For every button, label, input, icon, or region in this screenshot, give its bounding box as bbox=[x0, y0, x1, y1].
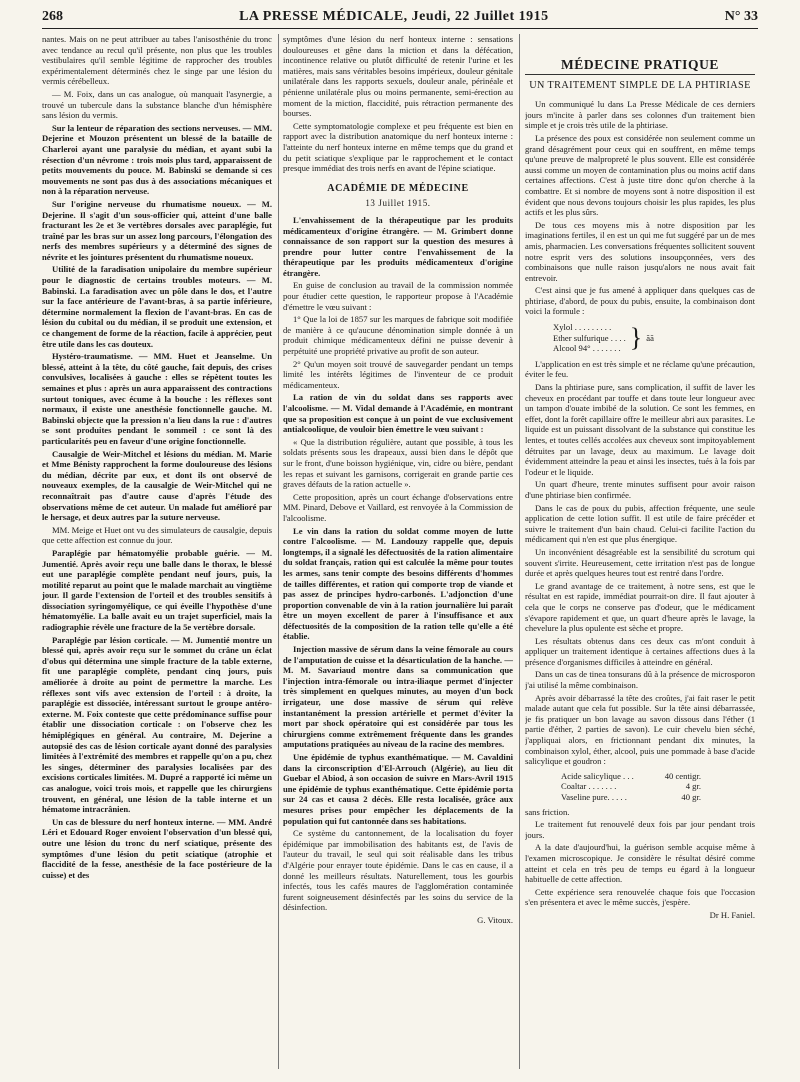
report-section: Utilité de la faradisation unipolaire du membre supérieur pour le diagnostic de certains troubles moteurs. — M. Babinski. La faradisation avec un pôle dans le dos, et l'autre sur la face antérieure de l'avant-bras, à sa partie inférieure, détermine normalement la flexion de l'avant-bras. En cas de lésion du cubital ou du médian, il se produit une extension, et ce changement de forme de la réaction, facile à apprécier, peut être utile dans les cas douteux. bbox=[42, 264, 272, 349]
paragraph: Un communiqué lu dans La Presse Médicale de ces derniers jours m'incite à parler dans ses colonnes d'un traitement bien simple et je crois très utile de la phtiriase. bbox=[525, 99, 755, 131]
ingredient: Coaltar . . . . . . . bbox=[561, 781, 617, 792]
amount: 4 gr. bbox=[685, 781, 701, 792]
signature: Dr H. Faniel. bbox=[709, 909, 755, 920]
report-section: La ration de vin du soldat dans ses rapports avec l'alcoolisme. — M. Vidal demande à l'Académie, en montrant que sa proposition est conçue à un point de vue exclusivement antialcoolique, de vouloir bien émettre le vœu suivant : bbox=[283, 392, 513, 435]
amount: 40 gr. bbox=[681, 792, 701, 802]
ingredient: Vaseline pure. . . . . bbox=[561, 792, 627, 802]
paragraph: 1° Que la loi de 1857 sur les marques de fabrique soit modifiée de manière à ce qu'aucune dénomination simple donnée à un produit chimique médicamenteux défini ne puisse devenir à perpétuité une propriété privative au profit de son auteur. bbox=[283, 314, 513, 357]
paragraph: nantes. Mais on ne peut attribuer au tabes l'anisosthénie du tronc avec tendance au recul qu'il présente, non plus que les troubles vestibulaires qu'il semble légitime de rapprocher des troubles expérimentalement déterminés chez le singe par une lésion du vermis cérébelleux. bbox=[42, 34, 272, 87]
paragraph: L'application en est très simple et ne réclame qu'une précaution, éviter le feu. bbox=[525, 358, 755, 380]
recipe-line bbox=[561, 771, 701, 782]
recipe bbox=[561, 771, 755, 803]
column-3 bbox=[525, 34, 755, 1074]
recipe-line bbox=[561, 781, 701, 792]
column-divider bbox=[278, 34, 279, 1069]
signature: G. Vitoux. bbox=[477, 914, 513, 925]
paragraph: A la date d'aujourd'hui, la guérison semble acquise même à l'examen microscopique. Je considère le résultat désiré comme atteint et cela en très peu de temps eu égard à la longueur habituelle de cette affection. bbox=[525, 842, 755, 885]
paragraph: symptômes d'une lésion du nerf honteux interne : sensations douloureuses et gêne dans la miction et dans la défécation, incontinence relative ou plutôt difficulté de retenir l'urine et les matières, mais sans véritables besoins impérieux, douleur génitale unilatérale dans les rapports sexuels, douleur anale, périnéale et pénienne unilatérale plus ou moins permanente, semi-érection au moment de la miction, flaccidité, puis rétraction permanente des bourses. bbox=[283, 34, 513, 119]
report-section: Sur l'origine nerveuse du rhumatisme noueux. — M. Dejerine. Il s'agit d'un sous-officier qui, atteint d'une balle fracturant les 2e et 3e vertèbres dorsales avec paraplégie, fut traîné par les bras sur un assez long parcours, l'élongation des nerfs des membres supérieurs y a déterminé des signes de névrite et les jointures présentent du rhumatisme noueux. bbox=[42, 198, 272, 262]
column-1 bbox=[42, 34, 272, 1074]
report-section: Paraplégie par hématomyélie probable guérie. — M. Jumentié. Après avoir reçu une balle dans le thorax, le blessé eut une paraplégie complète pendant neuf jours, puis, la motilité reparut au point que le malade marchait au vingtième jour. Il garde l'extension de l'orteil et des troubles sensitifs à dissociation syringomyélique, ce qui éveille l'hypothèse d'une hématomyélie. La balle avait eu un trajet superficiel, mais la radiographie révèle une fracture de la 5e vertèbre dorsale. bbox=[42, 547, 272, 633]
paragraph: « Que la distribution régulière, autant que possible, à tous les soldats présents sous les drapeaux, aussi bien dans le dépôt que sur le front, d'une boisson hygiénique, vin, cidre ou bière, pendant les repas et suivant les garnisons, corrigerait en grande partie ces graves défauts de la ration actuelle ». bbox=[283, 436, 513, 490]
paragraph: sans friction. bbox=[525, 806, 570, 817]
paragraph: Cette symptomatologie complexe et peu fréquente est bien en rapport avec la distribution anatomique du nerf honteux interne : l'atteinte du nerf honteux interne en même temps que du grand et du petit sciatique s'explique par le rapprochement et le contact presque immédiat des trois nerfs en avant de l'épine sciatique. bbox=[283, 120, 513, 174]
paragraph: 2° Qu'un moyen soit trouvé de sauvegarder pendant un temps limité les intérêts légitimes de l'inventeur de ce produit médicamenteux. bbox=[283, 358, 513, 390]
formula-quantity: ãã bbox=[646, 332, 654, 343]
paragraph: Un quart d'heure, trente minutes suffisent pour avoir raison d'une phtiriase bien confirmée. bbox=[525, 479, 755, 500]
report-section: Un cas de blessure du nerf honteux interne. — MM. André Léri et Edouard Roger envoient l'observation d'un blessé qui, outre une lésion du tronc du nerf sciatique, présente des symptômes d'une lésion du petit sciatique (atrophie et flaccidité de la fesse, anesthésie de la face postérieure de la cuisse) et des bbox=[42, 816, 272, 880]
report-section: Le vin dans la ration du soldat comme moyen de lutte contre l'alcoolisme. — M. Landouzy rappelle que, depuis longtemps, il a signalé les défectuosités de la ration alimentaire du soldat français, ration qui est calculée la même pour toutes les armes, sans tenir compte des besoins différents d'hommes de tailles différentes, et ration qui comporte trop de viande et pas assez de principes hydro-carbonés. L'adjonction d'une proportion convenable de vin à la ration journalière lui paraît être un moyen excellent de parer à l'insuffisance et aux défectuosités de la composition de la ration telle qu'elle a été établie. bbox=[283, 525, 513, 642]
report-section: Paraplégie par lésion corticale. — M. Jumentié montre un blessé qui, après avoir reçu sur le sommet du crâne un éclat d'obus qui détermina une simple fracture de la table externe, fit une paraplégie complète, pendant cinq jours, puis améliorée à droite au point de permettre la marche. Les réflexes sont vifs avec extension de l'orteil : à droite, la paraplégie est dissociée, intéressant surtout le groupe antéro-externe. M. Foix conteste que cette prédominance suffise pour établir une dissociation corticale : on l'observe chez les hémiplégiques en général. Au contraire, M. Dejerine a autopsié des cas de lésion corticale ayant donné des paralysies limitées à l'extrémité des membres et rappelle qu'on a pu, chez les singes, déterminer des paralysies localisées par des excisions corticales limitées. M. Dupré a rapporté ici même un cas analogue, voici trois mois, et rappelle que les chirurgiens trouvent, en général, une lésion de la table interne et un hématome intracrânien. bbox=[42, 634, 272, 815]
academy-date: 13 Juillet 1915. bbox=[365, 198, 431, 209]
paragraph: En guise de conclusion au travail de la commission nommée pour étudier cette question, le rapporteur propose à l'Académie d'émettre le vœu suivant : bbox=[283, 280, 513, 312]
paragraph: C'est ainsi que je fus amené à appliquer dans quelques cas de phtiriase, d'abord, de poux du pubis, ensuite, la combinaison dont voici la formule : bbox=[525, 285, 755, 317]
page-header bbox=[42, 6, 758, 29]
paragraph: Cette proposition, après un court échange d'observations entre MM. Pinard, Debove et Vaillard, est renvoyée à la Commission de l'alcoolisme. bbox=[283, 491, 513, 523]
formula-line: Xylol . . . . . . . . . bbox=[553, 322, 612, 333]
report-section: Hystéro-traumatisme. — MM. Huet et Jeanselme. Un blessé, atteint à la tête, du côté gauche, fait depuis, des crises convulsives, localisées à gauche : elles se répètent toutes les semaines et plus : après un aura apparaissent des contractions surtout toniques, avec écume à la bouche : les réflexes sont normaux, il existe une anesthésie fonctionnelle gauche. M. Babinski objecte que la pression n'a lieu dans la rue : d'autres se sont produites pendant le sommeil : ce sont là des particularités peu en faveur d'une origine fonctionnelle. bbox=[42, 351, 272, 446]
paragraph: De tous ces moyens mis à notre disposition par les imaginations fertiles, il en est un qui me fut suggéré par un de mes amis, pharmacien. Les conversations fréquentes sollicitent souvent notre esprit vers des solutions insoupçonnées, vers des combinaisons que nulle raison jusqu'alors ne nous avait fait entrevoir. bbox=[525, 219, 755, 283]
paragraph: La présence des poux est considérée non seulement comme un grand désagrément pour ceux qui en souffrent, en même temps qu'une preuve de malpropreté le plus souvent. Elle est considérée aussi comme un moyen de contamination plus ou moins actif dans certaines affections. C'est à juste titre donc qu'on cherche à la combattre. Et si nombre de moyens sont à notre disposition il est évident que nous devons toujours choisir les plus rapides, les plus actifs et les plus sûrs. bbox=[525, 132, 755, 218]
report-section: Causalgie de Weir-Mitchel et lésions du médian. M. Marie et Mme Bénisty rapprochent la forme douloureuse des lésions du médian, décrite par eux, et dont ils ont observé de nouveaux exemples, de la causalgie de Weir-Mitchel qui ne reconnaîtrait pas d'autre cause d'après l'étude des observations même de cet auteur. Un malade fut amélioré par le hersage, et deux autres par la suture nerveuse. bbox=[42, 448, 272, 523]
column-divider bbox=[519, 34, 520, 1069]
paragraph: Ce système du cantonnement, de la localisation du foyer épidémique par immobilisation des habitants est, de l'avis de l'auteur du travail, le seul qui soit réalisable dans les tribus d'Algérie pour enrayer toute épidémie. Dans le cas en cause, il a donné les meilleurs résultats. Naturellement, tous les gourbis infectés, tous les cafés maures de l'agglomération contaminée furent soigneusement désinfectés par les soins du service de la désinfection. bbox=[283, 828, 513, 913]
paragraph: Dans le cas de poux du pubis, affection fréquente, une seule application de cette lotion suffit. Il est utile de faire précéder et suivre le traitement d'un bain chaud. Celui-ci facilite l'action du médicament qui n'en est que plus énergique. bbox=[525, 502, 755, 545]
paragraph: Le traitement fut renouvelé deux fois par jour pendant trois jours. bbox=[525, 819, 755, 840]
academy-heading: ACADÉMIE DE MÉDECINE bbox=[327, 182, 469, 194]
recipe-line bbox=[561, 792, 701, 803]
paragraph: Un inconvénient désagréable est la sensibilité du scrotum qui souvent s'irrite. Heureusement, cette irritation n'est pas de longue durée et après quelques heures tout est rentré dans l'ordre. bbox=[525, 546, 755, 579]
report-section: Sur la lenteur de réparation des sections nerveuses. — MM. Dejerine et Mouzon présentent un blessé de la bataille de Charleroi ayant une paralysie du médian, et ayant subi la résection d'un névrome : trois mois plus tard, apparaissent de petits mouvements du pouce. M. Babinski se demande si ces mouvements ne sont pas dus à des associations mécaniques et non à la réparation nerveuse. bbox=[42, 122, 272, 197]
journal-title: LA PRESSE MÉDICALE, Jeudi, 22 Juillet 1915 bbox=[239, 9, 549, 24]
paragraph: Le grand avantage de ce traitement, à notre sens, est que le résultat en est rapide, immédiat pourrait-on dire. Il faut ajouter à cela que le corps ne conserve pas d'odeur, que le médicament s'évapore rapidement et que, un quart d'heure après le lavage, la chevelure la plus opulente est sèche et propre. bbox=[525, 580, 755, 634]
paragraph: Dans un cas de tinea tonsurans dû à la présence de microsporon j'ai utilisé la même combinaison. bbox=[525, 669, 755, 691]
report-section: Injection massive de sérum dans la veine fémorale au cours de l'amputation de cuisse et la désarticulation de la hanche. — M. M. Savariaud montre dans sa communication que l'injection intra-fémorale ou intra-iliaque permet d'injecter très simplement en quelques minutes, au moyen d'un bock irrigateur, une dose massive de sérum qui relève instantanément la pression artérielle et permet d'éviter la mort par shock opératoire qui est considérée par tous les chirurgiens comme extrêmement fréquente dans les grandes amputations pratiquées au niveau de la racine des membres. bbox=[283, 644, 513, 750]
section-title: MÉDECINE PRATIQUE bbox=[525, 60, 755, 75]
paragraph: Dans la phtiriase pure, sans complication, il suffit de laver les cheveux en procédant par touffe et dans toute leur longueur avec un tampon d'ouate imbibé de la solution. Ce sont les femmes, en effet, dont la forêt capillaire offre le meilleur abri aux parasites. Le liquide est un puissant dissolvant de la substance qui constitue les lentes, et toutes cellés accolées aux cheveux sont impitoyablement détruites par un lavage, deux au maximum. Le lavage doit évidemment atteindre la peau et ainsi les insectes, tués à la fois par l'odeur et le liquide. bbox=[525, 382, 755, 477]
paragraph: Cette expérience sera renouvelée chaque fois que l'occasion s'en présentera et avec le même succès, j'espère. bbox=[525, 886, 755, 908]
issue-number: N° 33 bbox=[724, 9, 758, 24]
paragraph: Après avoir débarrassé la tête des croûtes, j'ai fait raser le petit malade autant que cela fut possible. Sur la tête ainsi débarrassée, je fis pratiquer un bon lavage au savon dissous dans l'éther (1 partie d'éther, 2 parties de savon). Le cuir chevelu bien séché, j'appliquai alors, en frictionnant pendant dix minutes, la combinaison xylol, éther, alcool, puis une pommade à base d'acide salicylique et goudron : bbox=[525, 692, 755, 767]
brace-icon: } bbox=[629, 322, 643, 352]
paragraph: MM. Meige et Huet ont vu des simulateurs de causalgie, depuis que cette affection est connue du jour. bbox=[42, 524, 272, 546]
ingredient: Acide salicylique . . . bbox=[561, 770, 634, 781]
amount: 40 centigr. bbox=[664, 770, 701, 781]
formula-line: Ether sulfurique . . . . bbox=[553, 332, 626, 343]
page-number: 268 bbox=[42, 9, 63, 24]
article-title: UN TRAITEMENT SIMPLE DE LA PHTIRIASE bbox=[529, 79, 751, 91]
paragraph: Les résultats obtenus dans ces deux cas m'ont conduit à appliquer un traitement identique à certaines affections dues à la présence d'organismes difficiles à atteindre en général. bbox=[525, 635, 755, 667]
formula bbox=[553, 322, 755, 354]
paragraph: — M. Foix, dans un cas analogue, où manquait l'asynergie, a trouvé un tubercule dans la substance blanche d'un hémisphère sans lésion du vermis. bbox=[42, 88, 272, 121]
report-section: Une épidémie de typhus exanthématique. — M. Cavaldini dans la circonscription d'El-Arrouch (Algérie), au lieu dit Guebar el Abiod, à son occasion de suivre en Mars-Avril 1915 une épidémie de typhus exanthématique. Cette épidémie porta sur 24 cas et causa 2 décès. Elle resta localisée, grâce aux mesures prises pour empêcher les déplacements de la population qui fut cantonnée dans ses habitations. bbox=[283, 752, 513, 826]
report-section: L'envahissement de la thérapeutique par les produits médicamenteux d'origine étrangère. — M. Grimbert donne connaissance de son rapport sur la question des mesures à prendre pour lutter contre l'envahissement de la thérapeutique par les produits médicamenteux d'origine étrangère. bbox=[283, 214, 513, 278]
formula-line: Alcool 94° . . . . . . . bbox=[553, 343, 621, 354]
column-2 bbox=[283, 34, 513, 1074]
